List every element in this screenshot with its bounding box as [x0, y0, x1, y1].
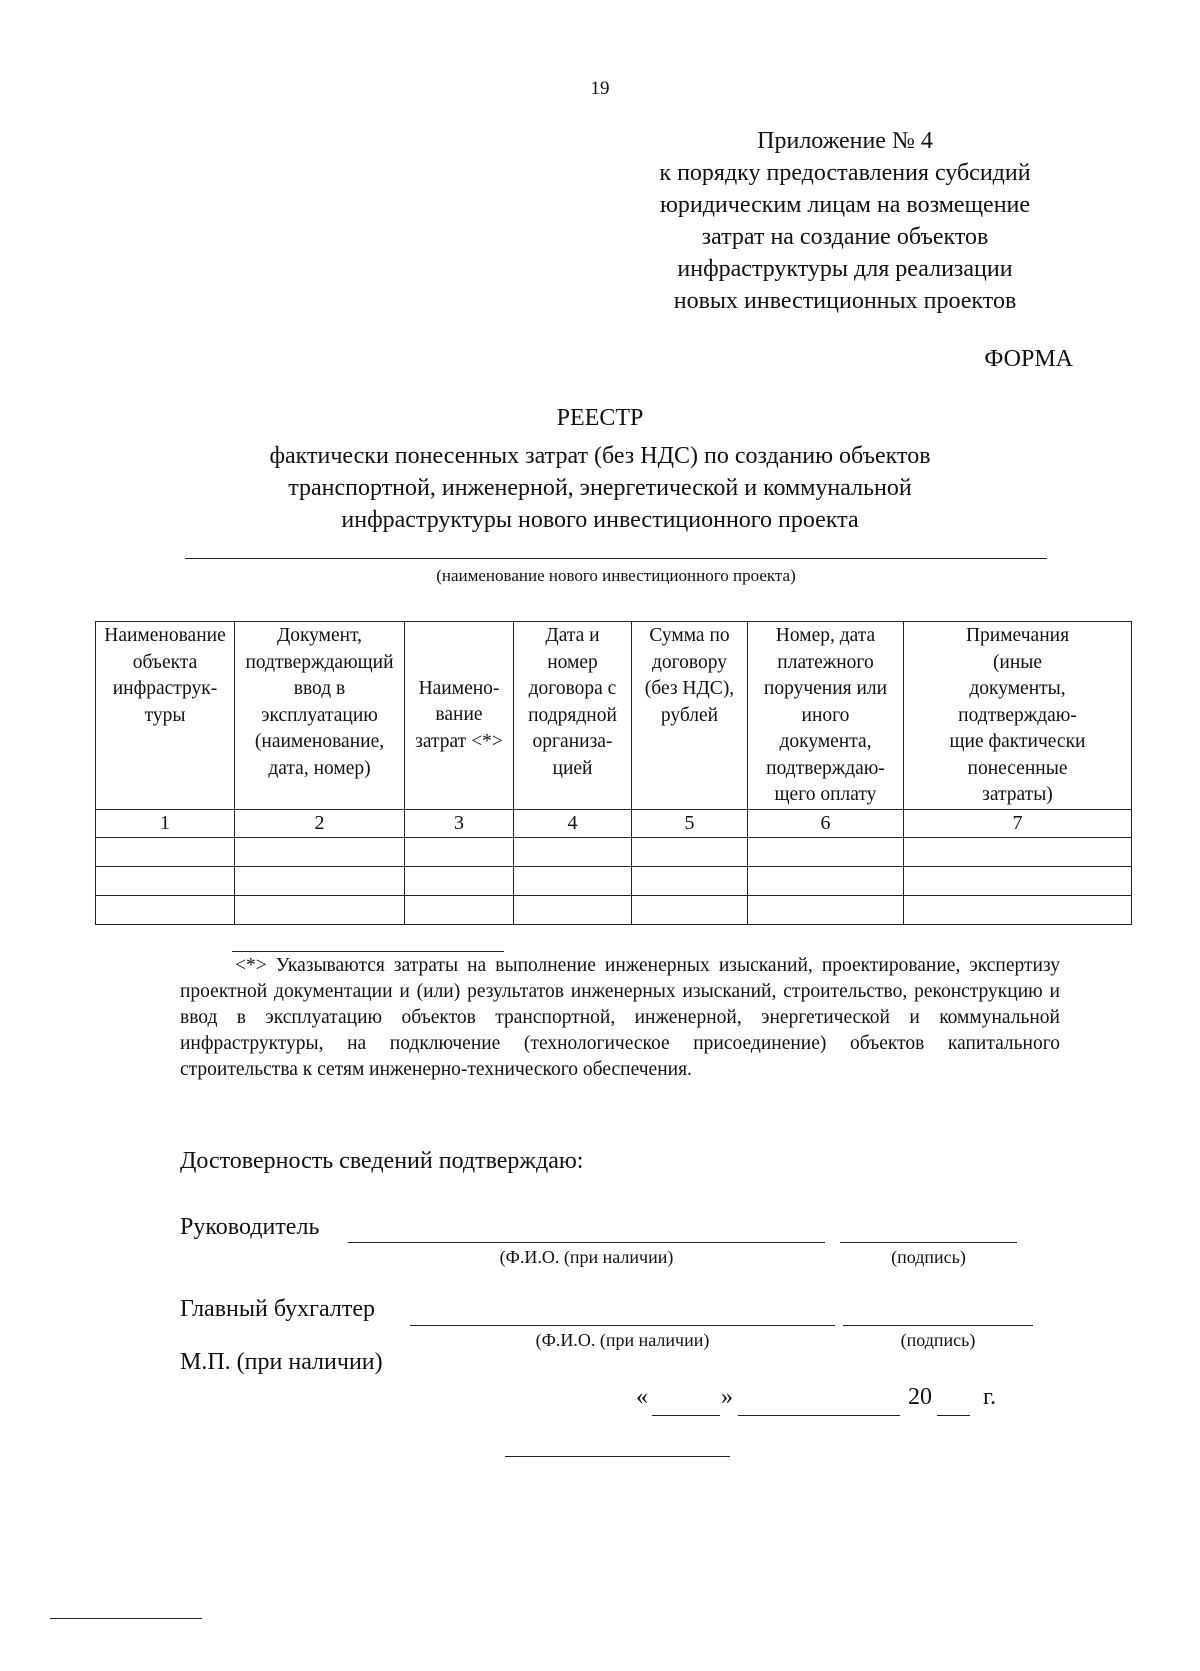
column-header-line: Сумма по	[649, 625, 730, 646]
head-name-line[interactable]	[348, 1242, 825, 1243]
column-header-line: Документ,	[276, 625, 363, 646]
column-number: 2	[235, 809, 405, 837]
column-header-line: понесенные	[967, 757, 1068, 779]
table-row	[96, 837, 1132, 866]
closing-separator	[505, 1456, 730, 1457]
column-number: 1	[96, 809, 235, 837]
table-cell[interactable]	[748, 895, 904, 924]
date-year-suffix: г.	[983, 1384, 997, 1410]
subtitle-line: фактически понесенных затрат (без НДС) по созданию объектов	[269, 443, 931, 469]
appendix-line: новых инвестиционных проектов	[673, 288, 1017, 314]
page-number: 19	[590, 78, 610, 99]
footnote: <*> Указываются затраты на выполнение инженерных изысканий, проектирование, экспертизу проектной документации и (или) результатов инженерных изысканий, строительство, реконструкцию и ввод в эксплуатацию объектов транспортной, инженерной, энергетической и коммунальной инфраструктуры, на подключение (технологическое присоединение) объектов капитального строительства к сетям инженерно-технического обеспечения.	[180, 955, 1060, 1080]
table-cell[interactable]	[96, 895, 235, 924]
appendix-line: инфраструктуры для реализации	[677, 256, 1013, 282]
column-number: 6	[748, 809, 904, 837]
column-header-line: цией	[552, 757, 593, 779]
column-header-line: объекта	[132, 651, 198, 673]
column-header-line: рублей	[660, 704, 719, 726]
project-name-caption: (наименование нового инвестиционного проекта)	[436, 566, 796, 585]
table-cell[interactable]	[96, 837, 235, 866]
column-number: 3	[405, 809, 514, 837]
table-cell[interactable]	[904, 837, 1132, 866]
column-number: 7	[904, 809, 1132, 837]
column-header-line: (наименование,	[254, 731, 385, 752]
column-header-line: Наименование	[104, 625, 226, 646]
column-header-line: подтверждающий	[245, 651, 394, 673]
table-cell[interactable]	[632, 837, 748, 866]
table-cell[interactable]	[748, 866, 904, 895]
column-header	[405, 622, 514, 810]
column-header-line: Дата и	[545, 625, 600, 646]
column-header	[632, 622, 748, 810]
chief-accountant-label: Главный бухгалтер	[180, 1296, 375, 1322]
table-cell[interactable]	[405, 895, 514, 924]
column-header-line: туры	[144, 704, 186, 726]
table-cell[interactable]	[632, 866, 748, 895]
column-header-line: затраты)	[982, 784, 1053, 805]
head-signature-line[interactable]	[840, 1242, 1017, 1243]
date-close-quote: »	[721, 1384, 733, 1410]
date-month-line[interactable]	[738, 1415, 900, 1416]
table-cell[interactable]	[235, 837, 405, 866]
column-header-line: подтверждаю-	[958, 704, 1077, 726]
column-header-line: Номер, дата	[775, 625, 876, 646]
table-cell[interactable]	[632, 895, 748, 924]
table-cell[interactable]	[96, 866, 235, 895]
column-number: 4	[514, 809, 632, 837]
head-label: Руководитель	[180, 1214, 320, 1240]
column-header-line: документа,	[779, 731, 872, 752]
table-cell[interactable]	[405, 866, 514, 895]
table-header-row	[96, 622, 1132, 810]
accountant-name-line[interactable]	[410, 1325, 835, 1326]
column-number: 5	[632, 809, 748, 837]
column-number-row	[96, 809, 1132, 837]
head-signature-caption: (подпись)	[891, 1247, 966, 1267]
column-header-line: (без НДС),	[644, 678, 735, 699]
accountant-name-caption: (Ф.И.О. (при наличии)	[535, 1330, 710, 1350]
form-label: ФОРМА	[984, 346, 1073, 372]
project-name-line[interactable]	[185, 558, 1047, 559]
column-header-line: (иные	[992, 651, 1043, 673]
column-header-line: вание	[435, 704, 483, 725]
column-header-line: номер	[547, 651, 598, 673]
stamp-label: М.П. (при наличии)	[180, 1349, 383, 1375]
column-header-line: щие фактически	[949, 731, 1086, 752]
table-cell[interactable]	[904, 895, 1132, 924]
table-cell[interactable]	[514, 866, 632, 895]
column-header	[514, 622, 632, 810]
column-header	[748, 622, 904, 810]
column-header-line: подтверждаю-	[766, 757, 885, 779]
column-header-line: щего оплату	[774, 784, 877, 805]
column-header	[235, 622, 405, 810]
corner-separator	[50, 1618, 202, 1619]
column-header-line: договору	[651, 651, 727, 673]
column-header-line: документы,	[969, 678, 1066, 699]
date-day-line[interactable]	[652, 1415, 720, 1416]
column-header	[904, 622, 1132, 810]
column-header-line: Примечания	[965, 625, 1070, 646]
column-header-line: поручения или	[763, 678, 888, 699]
column-header-line: инфраструк-	[112, 678, 218, 699]
table-row	[96, 866, 1132, 895]
column-header-line: платежного	[777, 651, 874, 673]
appendix-line: юридическим лицам на возмещение	[659, 192, 1031, 218]
subtitle-line: инфраструктуры нового инвестиционного проекта	[341, 507, 859, 533]
accountant-signature-line[interactable]	[843, 1325, 1033, 1326]
table-cell[interactable]	[405, 837, 514, 866]
date-year-line[interactable]	[937, 1415, 970, 1416]
table-cell[interactable]	[514, 895, 632, 924]
subtitle-line: транспортной, инженерной, энергетической и коммунальной	[288, 475, 912, 501]
appendix-line: Приложение № 4	[757, 128, 933, 154]
date-year-prefix: 20	[908, 1384, 932, 1410]
column-header-line: эксплуатацию	[261, 704, 378, 726]
table-cell[interactable]	[904, 866, 1132, 895]
appendix-line: затрат на создание объектов	[701, 224, 989, 250]
head-name-caption: (Ф.И.О. (при наличии)	[499, 1247, 674, 1267]
column-header-line: затрат <*>	[415, 730, 503, 752]
appendix-line: к порядку предоставления субсидий	[659, 160, 1031, 186]
registry-table	[95, 621, 1132, 925]
table-cell[interactable]	[235, 895, 405, 924]
registry-subtitle	[150, 440, 1050, 536]
column-header	[96, 622, 235, 810]
confirmation-text: Достоверность сведений подтверждаю:	[180, 1148, 584, 1174]
registry-title: РЕЕСТР	[556, 405, 644, 431]
table-cell[interactable]	[235, 866, 405, 895]
column-header-line: Наимено-	[418, 677, 500, 699]
accountant-signature-caption: (подпись)	[900, 1330, 976, 1350]
column-header-line: иного	[801, 704, 850, 726]
footnote-separator	[232, 951, 504, 952]
column-header-line: ввод в	[293, 678, 346, 699]
appendix-header	[620, 125, 1070, 317]
column-header-line: подрядной	[528, 704, 617, 726]
column-header-line: дата, номер)	[268, 757, 371, 779]
date-open-quote: «	[636, 1384, 648, 1410]
table-cell[interactable]	[748, 837, 904, 866]
column-header-line: организа-	[532, 731, 613, 752]
table-row	[96, 895, 1132, 924]
column-header-line: договора с	[528, 678, 617, 699]
table-cell[interactable]	[514, 837, 632, 866]
